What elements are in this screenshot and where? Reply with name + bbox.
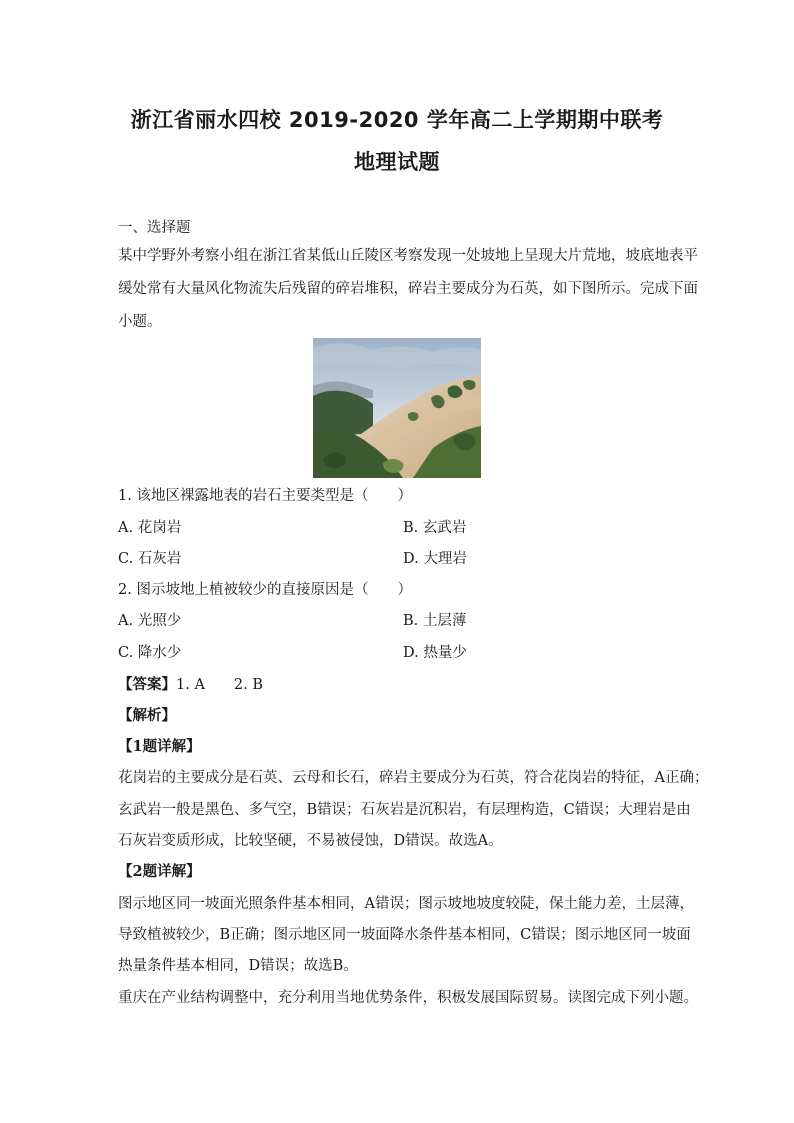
question-2-option-b: B. 土层薄 [403,613,467,629]
question-2-option-d: D. 热量少 [403,645,467,661]
section-heading: 一、选择题 [118,220,191,236]
next-question-intro: 重庆在产业结构调整中，充分利用当地优势条件，积极发展国际贸易。读图完成下列小题。 [118,990,698,1006]
document-title: 浙江省丽水四校 2019-2020 学年高二上学期期中联考 [130,108,664,132]
detail-1-line-1: 花岗岩的主要成分是石英、云母和长石，碎岩主要成分为石英，符合花岗岩的特征，A正确； [118,770,709,786]
detail-2-label: 【2题详解】 [118,863,201,880]
document-subtitle: 地理试题 [354,150,440,174]
answer-text: 1. A 2. B [176,677,264,693]
question-2-stem: 2. 图示坡地上植被较少的直接原因是（ ） [118,582,412,598]
intro-line-3: 小题。 [118,314,162,330]
detail-2-line-1: 图示地区同一坡面光照条件基本相同，A错误；图示坡地坡度较陡，保土能力差，土层薄， [118,896,694,912]
question-1-stem: 1. 该地区裸露地表的岩石主要类型是（ ） [118,488,412,504]
question-1-option-b: B. 玄武岩 [403,520,467,536]
hillside-photo-illustration [313,338,481,478]
intro-line-1: 某中学野外考察小组在浙江省某低山丘陵区考察发现一处坡地上呈现大片荒地，坡底地表平 [118,248,698,264]
detail-1-line-2: 玄武岩一般是黑色、多气空，B错误；石灰岩是沉积岩，有层理构造，C错误；大理岩是由 [118,802,691,818]
detail-1-line-3: 石灰岩变质形成，比较坚硬，不易被侵蚀，D错误。故选A。 [118,833,503,849]
question-1-option-a: A. 花岗岩 [118,520,182,536]
analysis-label: 【解析】 [118,707,176,724]
question-1-option-c: C. 石灰岩 [118,551,182,567]
question-1-option-d: D. 大理岩 [403,551,467,567]
question-2-option-a: A. 光照少 [118,613,182,629]
detail-1-label: 【1题详解】 [118,738,201,755]
hillside-photo [313,338,481,478]
detail-2-line-3: 热量条件基本相同，D错误；故选B。 [118,958,358,974]
question-2-option-c: C. 降水少 [118,645,182,661]
intro-line-2: 缓处常有大量风化物流失后残留的碎岩堆积，碎岩主要成分为石英，如下图所示。完成下面 [118,281,698,297]
detail-2-line-2: 导致植被较少，B正确；图示地区同一坡面降水条件基本相同，C错误；图示地区同一坡面 [118,927,691,943]
answer-label: 【答案】 [118,676,176,693]
answer-line [118,675,263,695]
